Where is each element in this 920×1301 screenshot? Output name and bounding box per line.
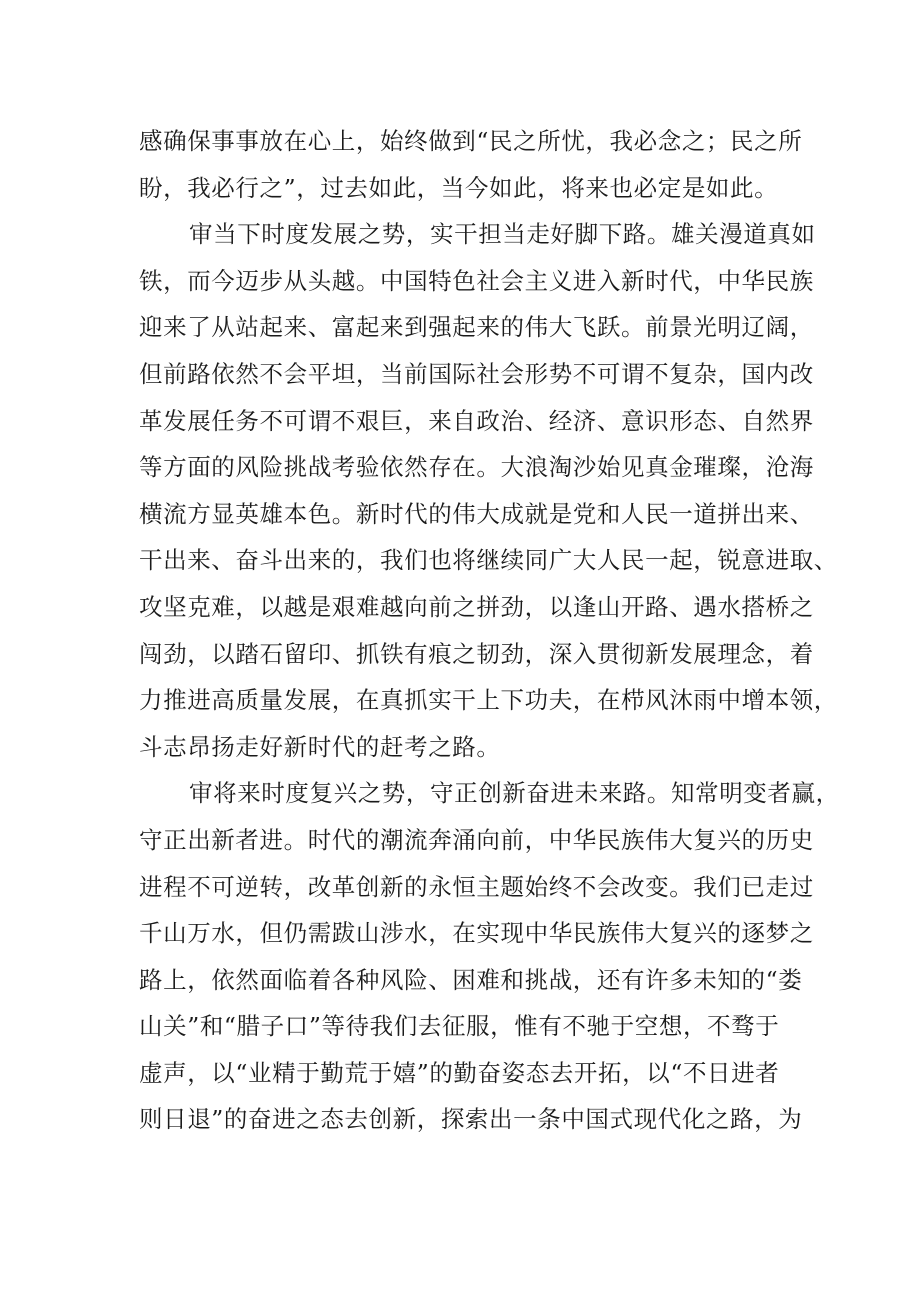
- text-line: 斗志昂扬走好新时代的赶考之路。: [139, 732, 501, 761]
- text-line: 审当下时度发展之势，实干担当走好脚下路。雄关漫道真如: [189, 220, 816, 249]
- body-text: [139, 118, 840, 1143]
- text-line: 铁，而今迈步从头越。中国特色社会主义进入新时代，中华民族: [139, 266, 814, 295]
- text-line: 但前路依然不会平坦，当前国际社会形势不可谓不复杂，国内改: [139, 359, 814, 388]
- text-line: 等方面的风险挑战考验依然存在。大浪淘沙始见真金璀璨，沧海: [139, 453, 814, 482]
- text-line: 山关”和“腊子口”等待我们去征服，惟有不驰于空想，不骛于: [139, 1012, 780, 1041]
- text-line: 横流方显英雄本色。新时代的伟大成就是党和人民一道拼出来、: [139, 499, 814, 528]
- text-line: 千山万水，但仍需跋山涉水，在实现中华民族伟大复兴的逐梦之: [139, 919, 814, 948]
- text-line: 革发展任务不可谓不艰巨，来自政治、经济、意识形态、自然界: [139, 406, 814, 435]
- text-line: 进程不可逆转，改革创新的永恒主题始终不会改变。我们已走过: [139, 872, 814, 901]
- text-line: 力推进高质量发展，在真抓实干上下功夫，在栉风沐雨中增本领，: [139, 686, 838, 715]
- text-line: 审将来时度复兴之势，守正创新奋进未来路。知常明变者赢，: [189, 779, 840, 808]
- text-line: 攻坚克难，以越是艰难越向前之拼劲，以逢山开路、遇水搭桥之: [139, 592, 814, 621]
- text-line: 则日退”的奋进之态去创新，探索出一条中国式现代化之路，为: [139, 1105, 803, 1134]
- text-line: 路上，依然面临着各种风险、困难和挑战，还有许多未知的“娄: [139, 965, 803, 994]
- text-line: 迎来了从站起来、富起来到强起来的伟大飞跃。前景光明辽阔，: [139, 313, 814, 342]
- text-line: 闯劲，以踏石留印、抓铁有痕之韧劲，深入贯彻新发展理念，着: [139, 639, 814, 668]
- text-line: 守正出新者进。时代的潮流奔涌向前，中华民族伟大复兴的历史: [139, 825, 814, 854]
- text-line: 干出来、奋斗出来的，我们也将继续同广大人民一起，锐意进取、: [139, 546, 838, 575]
- text-line: 盼，我必行之”，过去如此，当今如此，将来也必定是如此。: [139, 173, 779, 202]
- text-line: 感确保事事放在心上，始终做到“民之所忧，我必念之；民之所: [139, 127, 803, 155]
- text-line: 虚声，以“业精于勤荒于嬉”的勤奋姿态去开拓，以“不日进者: [139, 1058, 780, 1087]
